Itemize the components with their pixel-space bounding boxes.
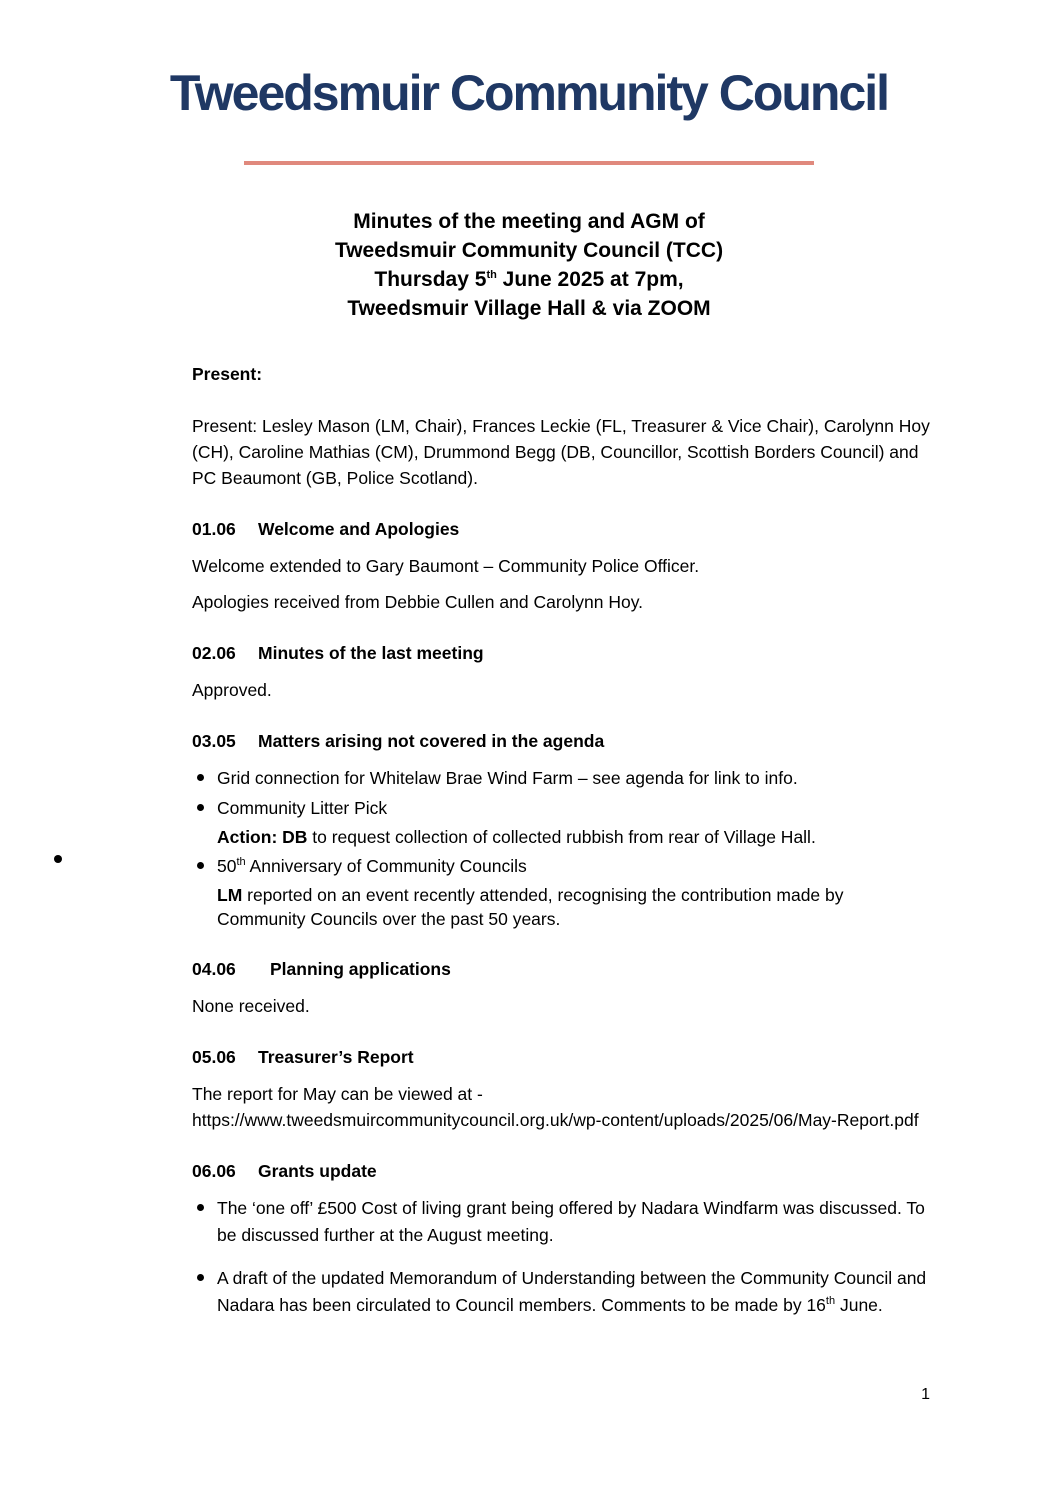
- meeting-heading: [0, 207, 1058, 323]
- section-heading-welcome: [192, 517, 930, 541]
- list-item-text: [217, 1265, 930, 1319]
- section-number: 02.06: [192, 643, 236, 663]
- paragraph: None received.: [192, 996, 310, 1016]
- ordinal-superscript: th: [825, 1295, 836, 1308]
- list-item-text: Community Litter Pick: [217, 798, 388, 818]
- list-item: [192, 1265, 930, 1319]
- action-note: [192, 825, 930, 849]
- meeting-heading-line: Tweedsmuir Village Hall & via ZOOM: [347, 297, 711, 320]
- anniversary-text: 50: [217, 856, 237, 876]
- heading-date-text: Thursday 5: [374, 268, 487, 291]
- list-item: [192, 765, 930, 791]
- report-url: https://www.tweedsmuircommunitycouncil.org.uk/wp-content/uploads/2025/06/May-Report.pdf: [192, 1110, 919, 1130]
- memorandum-text: June.: [835, 1295, 883, 1315]
- list-item: [192, 795, 930, 821]
- meeting-heading-line: [0, 265, 1058, 294]
- present-label: Present:: [192, 364, 263, 384]
- section-number: 03.05: [192, 731, 236, 751]
- page-number: 1: [921, 1386, 930, 1403]
- ordinal-superscript: th: [486, 269, 497, 281]
- section-heading-matters-arising: [192, 729, 930, 753]
- memorandum-text: A draft of the updated Memorandum of Understanding between the Community Council and Nadara has been circulated to Council members. Comments to be made by 16: [217, 1268, 927, 1315]
- heading-date-text: June 2025 at 7pm,: [496, 268, 684, 291]
- section-title: Planning applications: [270, 959, 451, 979]
- bullet-icon: [197, 1204, 204, 1211]
- ordinal-superscript: th: [236, 856, 246, 869]
- bullet-icon: [197, 804, 204, 811]
- bullet-icon: [197, 1274, 204, 1281]
- section-title: Welcome and Apologies: [258, 519, 460, 539]
- section-title: Matters arising not covered in the agenda: [258, 731, 605, 751]
- list-item: [192, 1195, 930, 1249]
- section-heading-treasurers-report: [192, 1045, 930, 1069]
- bullet-icon: [197, 774, 204, 781]
- meeting-heading-line: Tweedsmuir Community Council (TCC): [334, 239, 724, 262]
- section-title: Treasurer’s Report: [258, 1047, 414, 1067]
- lm-label: LM: [217, 885, 243, 905]
- section-heading-minutes: [192, 641, 930, 665]
- paragraph: Approved.: [192, 680, 272, 700]
- list-item-text: Grid connection for Whitelaw Brae Wind Farm – see agenda for link to info.: [217, 768, 798, 788]
- list-item-text: [217, 853, 527, 879]
- title-underline: [244, 161, 814, 165]
- bullet-icon: [197, 862, 204, 869]
- paragraph: Welcome extended to Gary Baumont – Community Police Officer.: [192, 556, 700, 576]
- section-number: 05.06: [192, 1047, 236, 1067]
- section-title: Grants update: [258, 1161, 377, 1181]
- page-title: Tweedsmuir Community Council: [169, 65, 889, 121]
- action-label: Action: DB: [217, 827, 308, 847]
- document-body: [192, 361, 930, 1319]
- list-item: [192, 853, 930, 879]
- present-paragraph: Present: Lesley Mason (LM, Chair), Frances Leckie (FL, Treasurer & Vice Chair), Carolynn Hoy (CH), Caroline Mathias (CM), Drummond Begg (DB, Councillor, Scottish Borders Council) and PC Beaumont (GB, Police Scotland).: [192, 416, 930, 488]
- lm-text: reported on an event recently attended, recognising the contribution made by Community Councils over the past 50 years.: [217, 885, 844, 929]
- anniversary-text: Anniversary of Community Councils: [245, 856, 527, 876]
- section-number: 04.06: [192, 959, 236, 979]
- section-number: 06.06: [192, 1161, 236, 1181]
- section-number: 01.06: [192, 519, 236, 539]
- section-title: Minutes of the last meeting: [258, 643, 484, 663]
- section-heading-grants-update: [192, 1159, 930, 1183]
- section-heading-planning: [192, 957, 930, 981]
- lm-report-note: [192, 883, 930, 931]
- list-item-text: The ‘one off’ £500 Cost of living grant being offered by Nadara Windfarm was discussed. To be discussed further at the August meeting.: [217, 1198, 925, 1245]
- paragraph: Apologies received from Debbie Cullen and Carolynn Hoy.: [192, 592, 644, 612]
- stray-bullet-icon: [54, 855, 62, 863]
- paragraph: The report for May can be viewed at -: [192, 1084, 483, 1104]
- meeting-heading-line: Minutes of the meeting and AGM of: [353, 210, 705, 233]
- action-text: to request collection of collected rubbish from rear of Village Hall.: [307, 827, 816, 847]
